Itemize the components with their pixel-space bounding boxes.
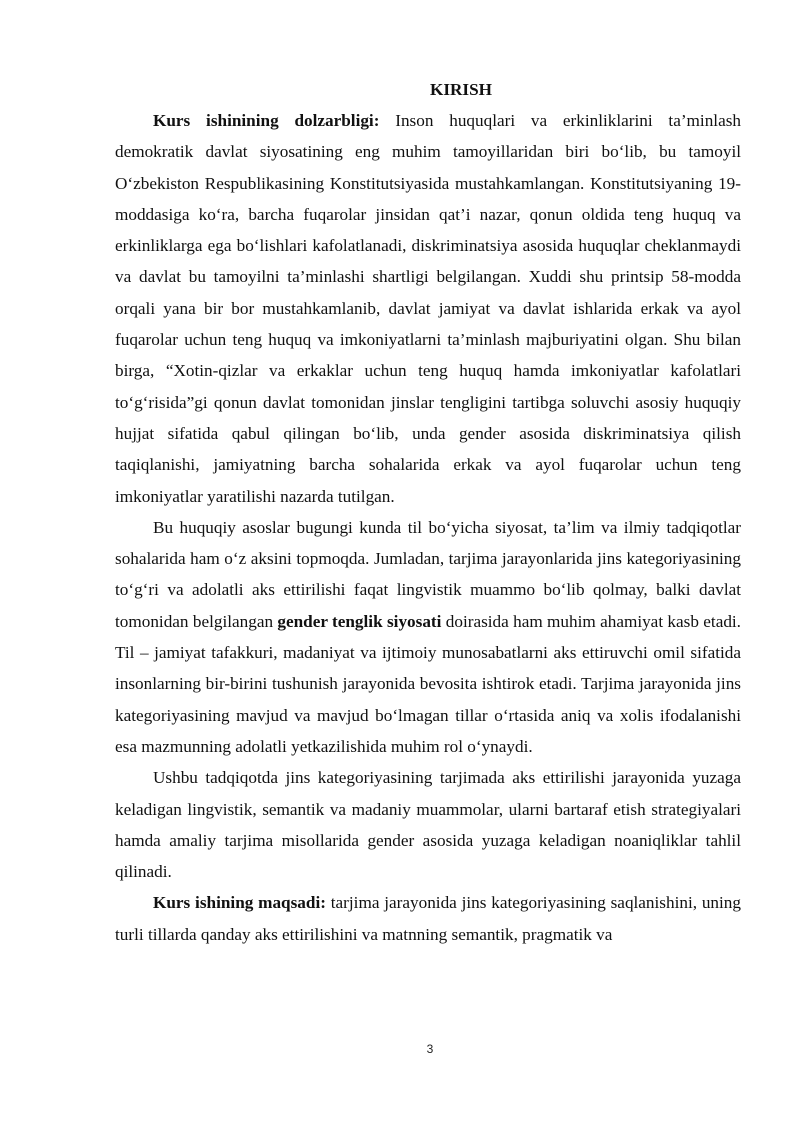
paragraph-text: Bu huquqiy asoslar bugungi kunda til bo‘yicha siyosat, ta’lim va ilmiy tadqiqotlar sohalarida ham o‘z aksini topmoqda. Jumladan, tarjima jarayonlarida jins kategoriyasining to‘g‘ri va adolatli aks ettirilishi faqat lingvistik muammo bo‘lib qolmay, balki davlat tomonidan belgilangan <box>115 517 741 631</box>
paragraph-goal <box>115 887 741 950</box>
paragraph-text: tarjima jarayonida jins kategoriyasining saqlanishini, uning turli tillarda qanday aks ettirilishini va matnning semantik, pragmatik va <box>115 893 741 944</box>
paragraph-text: Inson huquqlari va erkinliklarini ta’minlash demokratik davlat siyosatining eng muhim tamoyillaridan biri bo‘lib, bu tamoyil O‘zbekiston Respublikasining Konstitutsiyasida mustahkamlangan. Konstitutsiyaning 19-moddasiga ko‘ra, barcha fuqarolar jinsidan qat’i nazar, qonun oldida teng huquq va erkinliklarga ega bo‘lishlari kafolatlanadi, diskriminatsiya asosida huquqlar cheklanmaydi va davlat bu tamoyilni ta’minlashi shartligi belgilangan. Xuddi shu printsip 58-modda orqali yana bir bor mustahkamlanib, davlat jamiyat va davlat ishlarida erkak va ayol fuqarolar uchun teng huquq va imkoniyatlarni ta’minlash majburiyatini olgan. Shu bilan birga, “Xotin-qizlar va erkaklar uchun teng huquq hamda imkoniyatlar kafolatlari to‘g‘risida”gi qonun davlat tomonidan jinslar tengligini tartibga soluvchi asosiy huquqiy hujjat sifatida qabul qilingan bo‘lib, unda gender asosida diskriminatsiya qilish taqiqlanishi, jamiyatning barcha sohalarida erkak va ayol fuqarolar uchun teng imkoniyatlar yaratilishi nazarda tutilgan. <box>115 111 741 506</box>
section-heading: KIRISH <box>429 80 493 99</box>
bold-phrase: gender tenglik siyosati <box>277 611 442 631</box>
document-body <box>115 74 741 950</box>
paragraph-research-scope <box>115 762 741 887</box>
paragraph-lead: Kurs ishinining dolzarbligi: <box>153 111 380 130</box>
paragraph-text: doirasida ham muhim ahamiyat kasb etadi. Til – jamiyat tafakkuri, madaniyat va ijtimoiy munosabatlarni aks ettiruvchi omil sifatida insonlarning bir-birini tushunish jarayonida bevosita ishtirok etadi. Tarjima jarayonida jins kategoriyasining mavjud va mavjud bo‘lmagan tillar o‘rtasida aniq va xolis ifodalanishi esa mazmunning adolatli yetkazilishida muhim rol o‘ynaydi. <box>115 611 741 756</box>
paragraph-lead: Kurs ishining maqsadi: <box>153 893 326 913</box>
paragraph-relevance <box>115 105 741 512</box>
paragraph-text: Ushbu tadqiqotda jins kategoriyasining tarjimada aks ettirilishi jarayonida yuzaga keladigan lingvistik, semantik va madaniy muammolar, ularni bartaraf etish strategiyalari hamda amaliy tarjima misollarida gender asosida yuzaga keladigan noaniqliklar tahlil qilinadi. <box>115 768 741 882</box>
page-number: 3 <box>426 1042 434 1056</box>
paragraph-legal-basis <box>115 512 741 762</box>
